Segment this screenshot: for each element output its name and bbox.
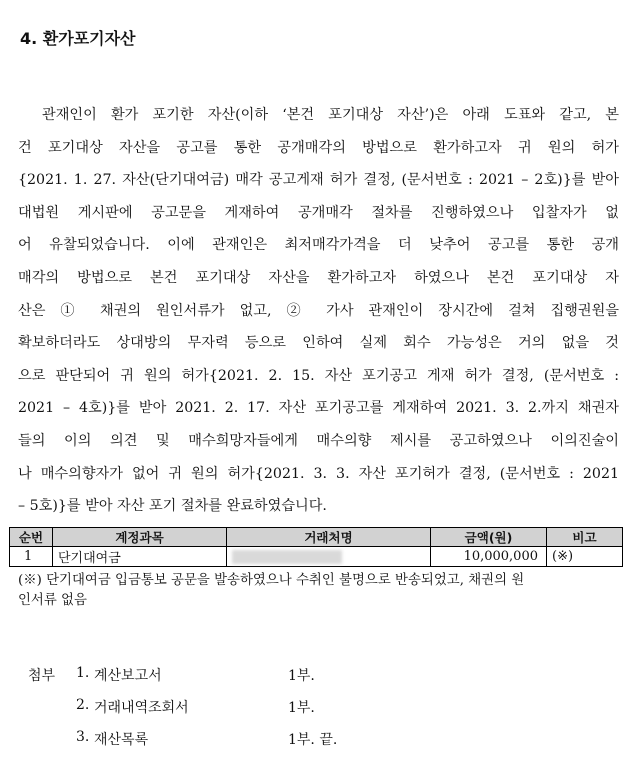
redacted-counterparty: [232, 550, 342, 564]
column-header-remark: 비고: [547, 528, 623, 547]
column-header-account: 계정과목: [53, 528, 227, 547]
paragraph-line: {2021. 1. 27. 자산(단기대여금) 매각 공고게재 허가 결정, (문서번호 : 2021 – 2호)}를 받아: [18, 172, 619, 189]
attachment-index: 3.: [76, 729, 90, 745]
table-footnote: [18, 571, 618, 611]
paragraph-line: 나 매수의향자가 없어 귀 원의 허가{2021. 3. 3. 자산 포기허가 결정, (문서번호 : 2021: [18, 465, 619, 482]
attachment-name: 거래내역조회서: [94, 700, 189, 716]
cell-no: 1: [10, 547, 53, 567]
table-row: [10, 547, 623, 567]
attachment-qty: 1부.: [288, 668, 315, 684]
attachment-item: [28, 697, 388, 729]
paragraph-line: 으로 판단되어 귀 원의 허가{2021. 2. 15. 자산 포기공고 게재 허가 결정, (문서번호 :: [18, 367, 619, 384]
cell-account: 단기대여금: [53, 547, 227, 567]
paragraph-line: 확보하더라도 상대방의 무자력 등으로 인하여 실제 회수 가능성은 거의 없을 것: [18, 335, 619, 352]
attachment-name: 계산보고서: [94, 668, 162, 684]
attachment-qty: 1부. 끝.: [288, 732, 338, 748]
footnote-line: (※) 단기대여금 입금통보 공문을 발송하였으나 수취인 불명으로 반송되었고, 채권의 원: [18, 573, 525, 588]
footnote-line: 인서류 없음: [18, 593, 87, 608]
attachment-name: 재산목록: [94, 732, 149, 748]
attachment-item: [28, 665, 388, 697]
paragraph-line: 들의 이의 의견 및 매수희망자들에게 매수의향 제시를 공고하였으나 이의진술이: [18, 432, 619, 449]
abandoned-assets-table: [9, 527, 623, 567]
attachment-index: 2.: [76, 697, 90, 713]
column-header-amount: 금액(원): [431, 528, 547, 547]
paragraph-line: 2021 – 4호)}를 받아 2021. 2. 17. 자산 포기공고를 게재하여 2021. 3. 2.까지 채권자: [18, 400, 619, 417]
attachment-item: [28, 729, 388, 761]
cell-amount: 10,000,000: [431, 547, 547, 567]
attachments-label: 첨부: [28, 668, 56, 684]
paragraph-line: 산은 ① 채권의 원인서류가 없고, ② 가사 관재인이 장시간에 걸쳐 집행권원을: [18, 302, 619, 319]
table-header-row: [10, 528, 623, 547]
column-header-counterparty: 거래처명: [227, 528, 431, 547]
column-header-no: 순번: [10, 528, 53, 547]
cell-counterparty: [227, 547, 431, 567]
paragraph-line: – 5호)}를 받아 자산 포기 절차를 완료하였습니다.: [18, 498, 327, 515]
paragraph-line: 매각의 방법으로 본건 포기대상 자산을 환가하고자 하였으나 본건 포기대상 자: [18, 269, 619, 286]
cell-remark: (※): [547, 547, 623, 567]
paragraph-line: 어 유찰되었습니다. 이에 관재인은 최저매각가격을 더 낮추어 공고를 통한 공개: [18, 237, 619, 254]
attachments-list: [28, 665, 388, 761]
attachment-index: 1.: [76, 665, 90, 681]
paragraph-line: 관재인이 환가 포기한 자산(이하 ‘본건 포기대상 자산’)은 아래 도표와 같고, 본: [42, 107, 619, 123]
attachment-qty: 1부.: [288, 700, 315, 716]
section-heading: 4. 환가포기자산: [20, 29, 136, 48]
paragraph-line: 대법원 게시판에 공고문을 게재하여 공개매각 절차를 진행하였으나 입찰자가 없: [18, 204, 619, 221]
body-paragraph: [18, 99, 619, 523]
paragraph-line: 건 포기대상 자산을 공고를 통한 공개매각의 방법으로 환가하고자 귀 원의 허가: [18, 139, 619, 156]
